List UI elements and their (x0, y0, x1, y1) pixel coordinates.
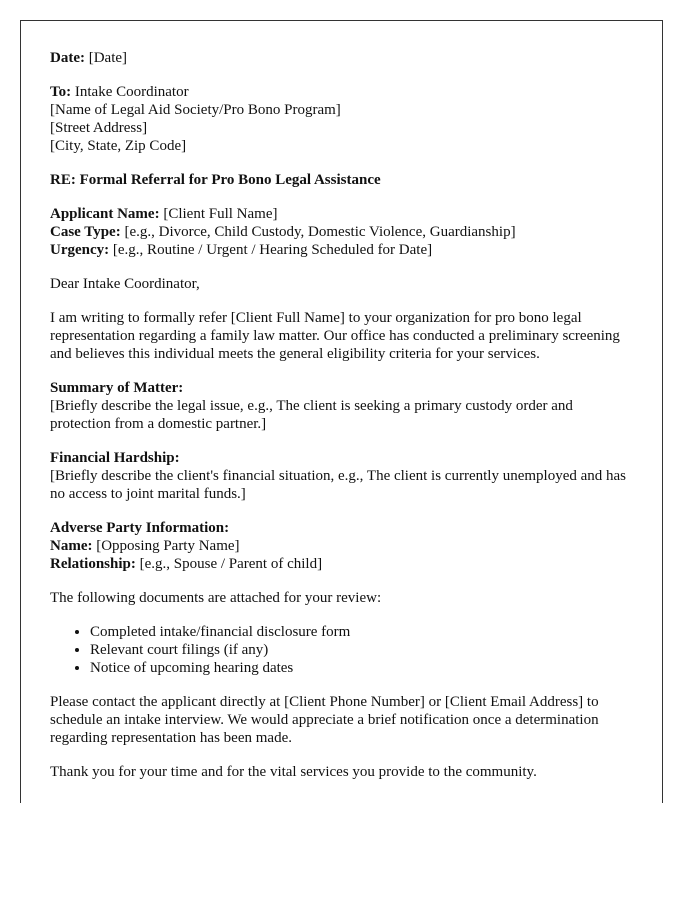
adverse-party-section: Adverse Party Information: Name: [Opposing Party Name] Relationship: [e.g., Spouse / Parent of child] (50, 520, 323, 572)
salutation: Dear Intake Coordinator, (50, 276, 200, 292)
recipient-block: To: Intake Coordinator [Name of Legal Aid Society/Pro Bono Program] [Street Address] [City, State, Zip Code] (50, 84, 341, 154)
contact-paragraph: Please contact the applicant directly at [Client Phone Number] or [Client Email Address] to schedule an intake interview. We would appreciate a brief notification once a determination regarding representation has been made. (50, 694, 599, 746)
list-item: • Completed intake/financial disclosure form (90, 623, 662, 641)
date-line: Date: [Date] (50, 50, 128, 66)
list-item: • Relevant court filings (if any) (90, 641, 662, 659)
summary-section: Summary of Matter: [Briefly describe the legal issue, e.g., The client is seeking a primary custody order and protection from a domestic partner.] (50, 380, 573, 432)
closing-thanks: Thank you for your time and for the vital services you provide to the community. (50, 764, 537, 780)
attachments-intro: The following documents are attached for your review: (50, 590, 382, 606)
list-item: • Notice of upcoming hearing dates (90, 659, 662, 677)
referral-letter (20, 20, 663, 803)
hardship-section: Financial Hardship: [Briefly describe the client's financial situation, e.g., The client is currently unemployed and has no access to joint marital funds.] (50, 450, 626, 502)
applicant-info: Applicant Name: [Client Full Name] Case Type: [e.g., Divorce, Child Custody, Domestic Violence, Guardianship] Urgency: [e.g., Routine / Urgent / Hearing Scheduled for Date] (50, 206, 516, 258)
attachments-list (50, 623, 662, 677)
subject-line: RE: Formal Referral for Pro Bono Legal Assistance (50, 172, 381, 188)
intro-paragraph: I am writing to formally refer [Client Full Name] to your organization for pro bono legal representation regarding a family law matter. Our office has conducted a preliminary screening and believes this individual meets the general eligibility criteria for your services. (50, 310, 620, 362)
